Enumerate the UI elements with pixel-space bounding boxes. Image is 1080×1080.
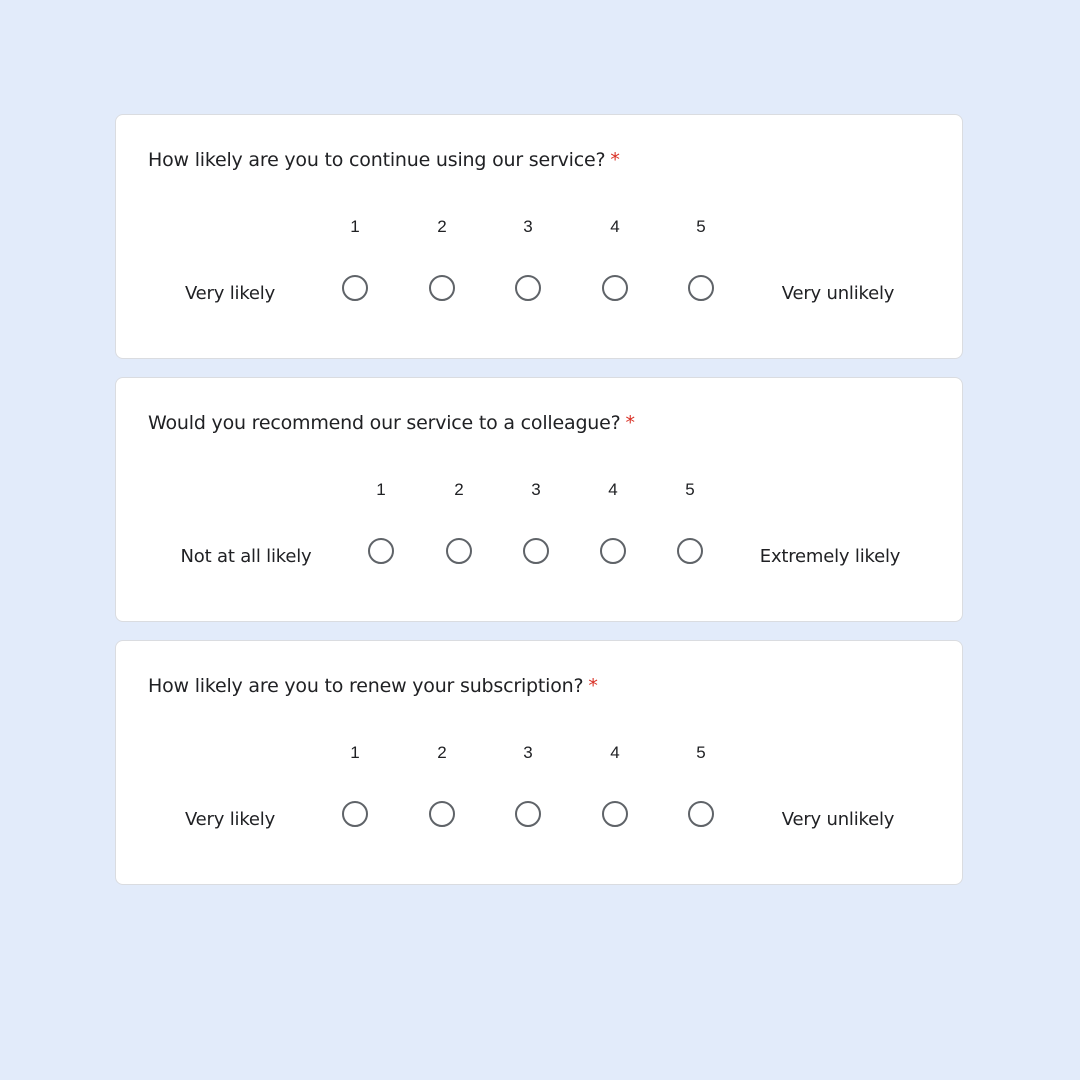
scale-label-1: 1 — [350, 743, 360, 762]
question-text: Would you recommend our service to a colleague? — [148, 412, 621, 434]
high-end-label: Very unlikely — [781, 283, 895, 304]
question-title — [148, 149, 620, 171]
radio-option-2[interactable] — [429, 275, 455, 301]
high-end-label: Very unlikely — [781, 809, 895, 830]
radio-option-1[interactable] — [342, 801, 368, 827]
low-end-label: Very likely — [184, 283, 276, 304]
radio-option-5[interactable] — [688, 801, 714, 827]
radio-option-4[interactable] — [602, 801, 628, 827]
required-asterisk-icon: * — [625, 412, 635, 434]
low-end-label: Very likely — [184, 809, 276, 830]
radio-option-3[interactable] — [523, 538, 549, 564]
question-title — [148, 412, 635, 434]
high-end-label: Extremely likely — [759, 546, 901, 567]
radio-option-4[interactable] — [602, 275, 628, 301]
scale-label-2: 2 — [437, 743, 447, 762]
radio-option-3[interactable] — [515, 275, 541, 301]
question-card-continue-using — [115, 114, 963, 359]
required-asterisk-icon: * — [610, 149, 620, 171]
question-card-renew-subscription — [115, 640, 963, 885]
radio-option-2[interactable] — [429, 801, 455, 827]
radio-option-4[interactable] — [600, 538, 626, 564]
scale-label-1: 1 — [376, 480, 386, 499]
question-title — [148, 675, 598, 697]
scale-label-3: 3 — [523, 217, 533, 236]
scale-label-4: 4 — [608, 480, 618, 499]
scale-label-3: 3 — [523, 743, 533, 762]
radio-option-5[interactable] — [677, 538, 703, 564]
radio-option-1[interactable] — [368, 538, 394, 564]
radio-option-2[interactable] — [446, 538, 472, 564]
question-text: How likely are you to continue using our service? — [148, 149, 606, 171]
scale-label-4: 4 — [610, 743, 620, 762]
radio-option-1[interactable] — [342, 275, 368, 301]
radio-option-3[interactable] — [515, 801, 541, 827]
scale-label-4: 4 — [610, 217, 620, 236]
scale-label-2: 2 — [454, 480, 464, 499]
scale-label-3: 3 — [531, 480, 541, 499]
question-text: How likely are you to renew your subscription? — [148, 675, 584, 697]
radio-option-5[interactable] — [688, 275, 714, 301]
low-end-label: Not at all likely — [180, 546, 312, 567]
scale-label-5: 5 — [696, 743, 706, 762]
question-card-recommend — [115, 377, 963, 622]
scale-label-5: 5 — [696, 217, 706, 236]
scale-label-2: 2 — [437, 217, 447, 236]
scale-label-1: 1 — [350, 217, 360, 236]
scale-label-5: 5 — [685, 480, 695, 499]
required-asterisk-icon: * — [588, 675, 598, 697]
